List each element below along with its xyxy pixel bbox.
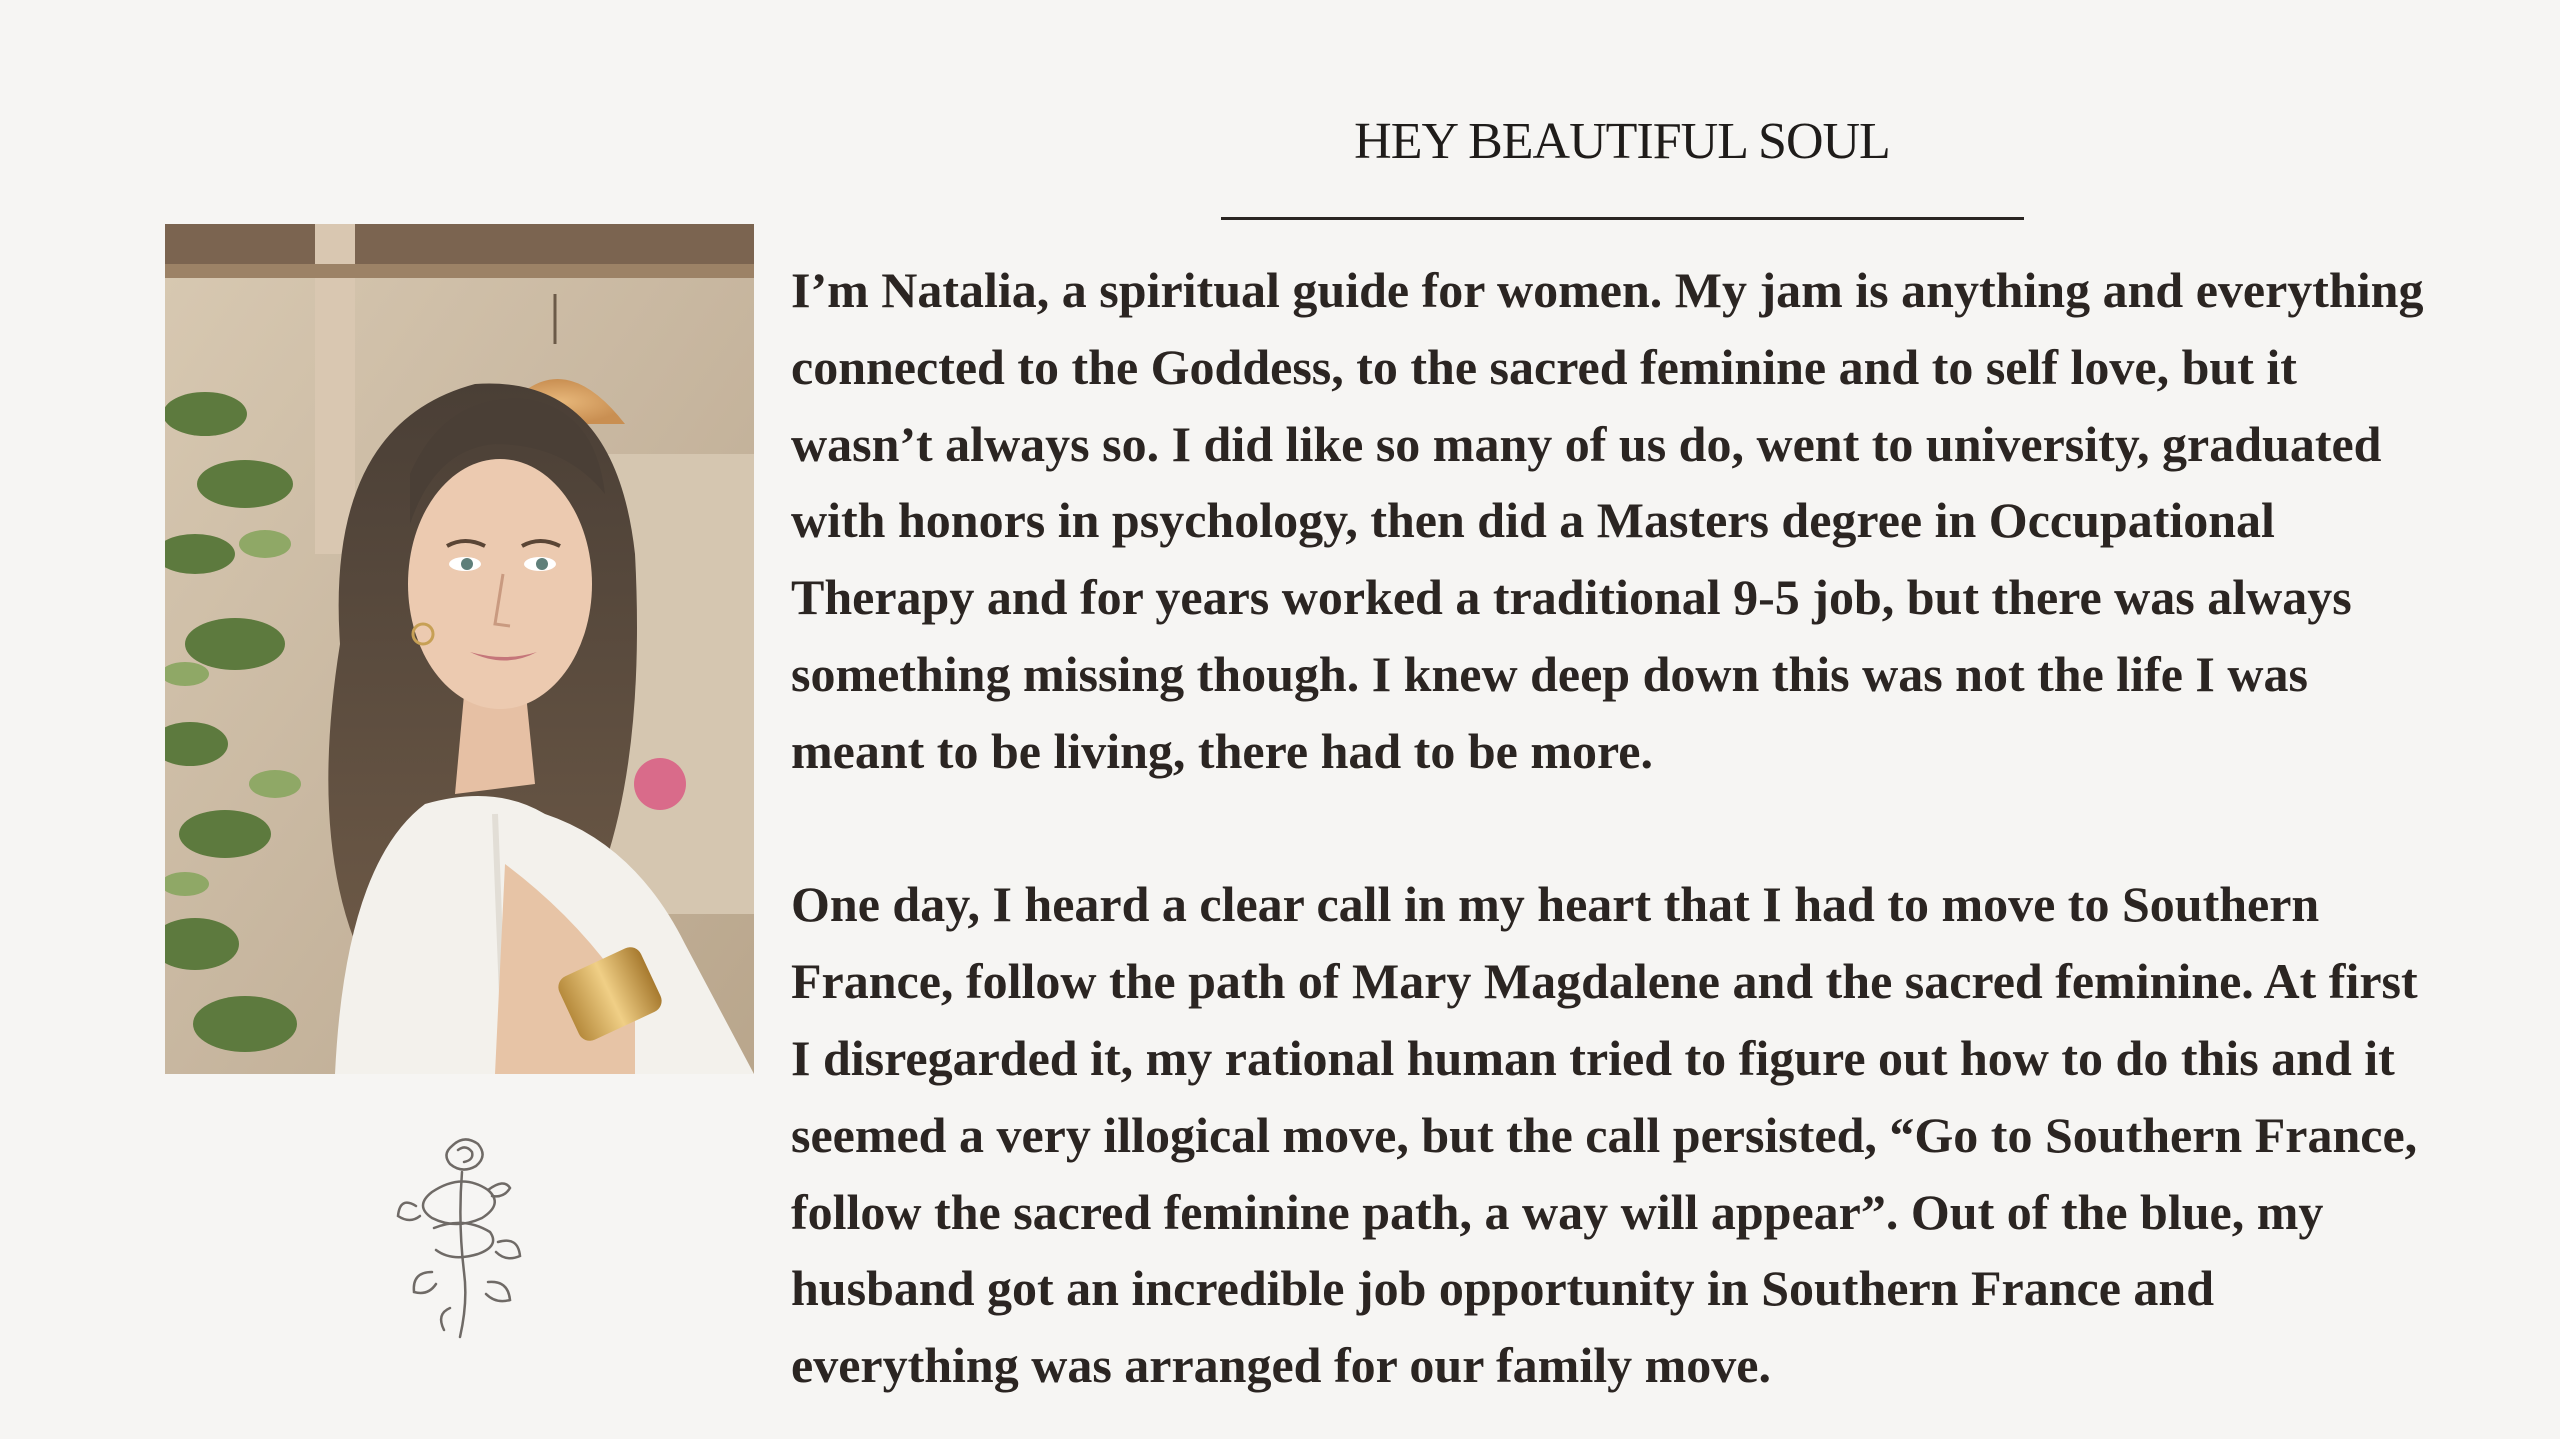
- title-divider: [1221, 217, 2024, 220]
- bio-paragraph-2: One day, I heard a clear call in my heart that I had to move to Southern France, follow the path of Mary Magdalene and the sacred feminine. At first I disregarded it, my rational human tried to figure out how to do this and it seemed a very illogical move, but the call persisted, “Go to Southern France, follow the sacred feminine path, a way will appear”. Out of the blue, my husband got an incredible job opportunity in Southern France and everything was arranged for our family move.: [791, 876, 2418, 1394]
- rose-snake-emblem-icon: [392, 1132, 526, 1344]
- portrait-photo: [165, 224, 754, 1074]
- page-title: HEY BEAUTIFUL SOUL: [1354, 113, 1890, 170]
- bio-paragraph-1: I’m Natalia, a spiritual guide for women. My jam is anything and everything connected to the Goddess, to the sacred feminine and to self love, but it wasn’t always so. I did like so many of us do, went to university, graduated with honors in psychology, then did a Masters degree in Occupational Therapy and for years worked a traditional 9-5 job, but there was always something missing though. I knew deep down this was not the life I was meant to be living, there had to be more.: [791, 262, 2424, 779]
- bio-content: [791, 252, 2471, 1404]
